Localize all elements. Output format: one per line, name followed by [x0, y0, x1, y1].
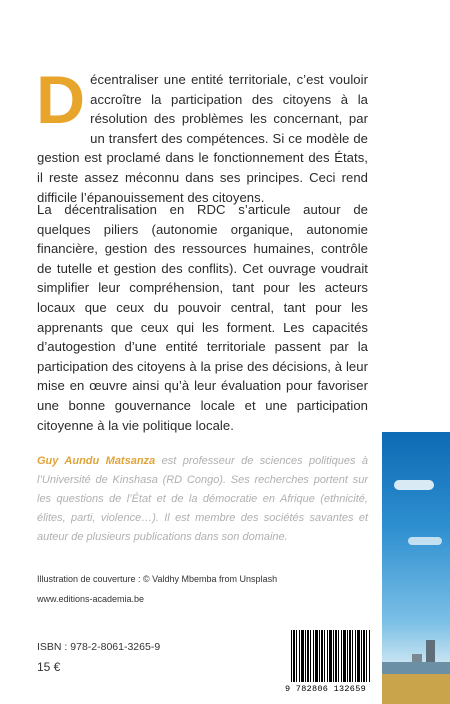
illustration-credit: Illustration de couverture : © Valdhy Mbemba from Unsplash: [37, 574, 278, 584]
isbn-barcode: [285, 630, 373, 696]
isbn-number: ISBN : 978-2-8061-3265-9: [37, 641, 161, 653]
barcode-bars: [291, 630, 371, 682]
author-name: Guy Aundu Matsanza: [37, 455, 156, 467]
cover-photo-strip: [382, 432, 450, 704]
author-bio-text: est professeur de sciences politiques à l’Université de Kinshasa (RD Congo). Ses recherches portent sur les questions de l’État et de la démocratie en Afrique (ethnicité, élites, parti, violence…). Il est membre des sociétés savantes et auteur de plusieurs publications dans son domaine.: [37, 455, 369, 543]
river-shape: [382, 662, 450, 674]
ground-shape: [382, 674, 450, 704]
intro-paragraph: [36, 62, 368, 207]
drop-cap: D: [36, 62, 86, 138]
body-paragraph: La décentralisation en RDC s’articule autour de quelques piliers (autonomie organique, autonomie financière, gestion des ressources humaines, contrôle de tutelle et gestion des conflits). Cet ouvrage voudrait simplifier leur compréhension, tant pour les acteurs locaux que ceux du pouvoir central, tant pour les apprenants que ceux qui les forment. Les capacités d’autogestion d’une entité territoriale passent par la participation des citoyens à la prise des décisions, à leur mise en œuvre ainsi qu’à leur évaluation pour favoriser une bonne gouvernance locale et une participation citoyenne à la vie politique locale.: [37, 202, 368, 433]
author-bio: [37, 452, 368, 547]
intro-text: écentraliser une entité territoriale, c’est vouloir accroître la participation des citoyens à la résolution des problèmes les concernant, par un transfert des compétences. Si ce modèle de gestion est proclamé dans le fonctionnement des États, il reste assez méconnu dans ses principes. Ceci rend difficile l’épanouissement des citoyens.: [37, 72, 368, 205]
cloud-shape: [408, 537, 442, 545]
book-price: 15 €: [37, 660, 61, 674]
barcode-digits: 9 782806 132659: [285, 684, 367, 694]
cloud-shape: [394, 480, 434, 490]
publisher-website: www.editions-academia.be: [37, 594, 145, 604]
